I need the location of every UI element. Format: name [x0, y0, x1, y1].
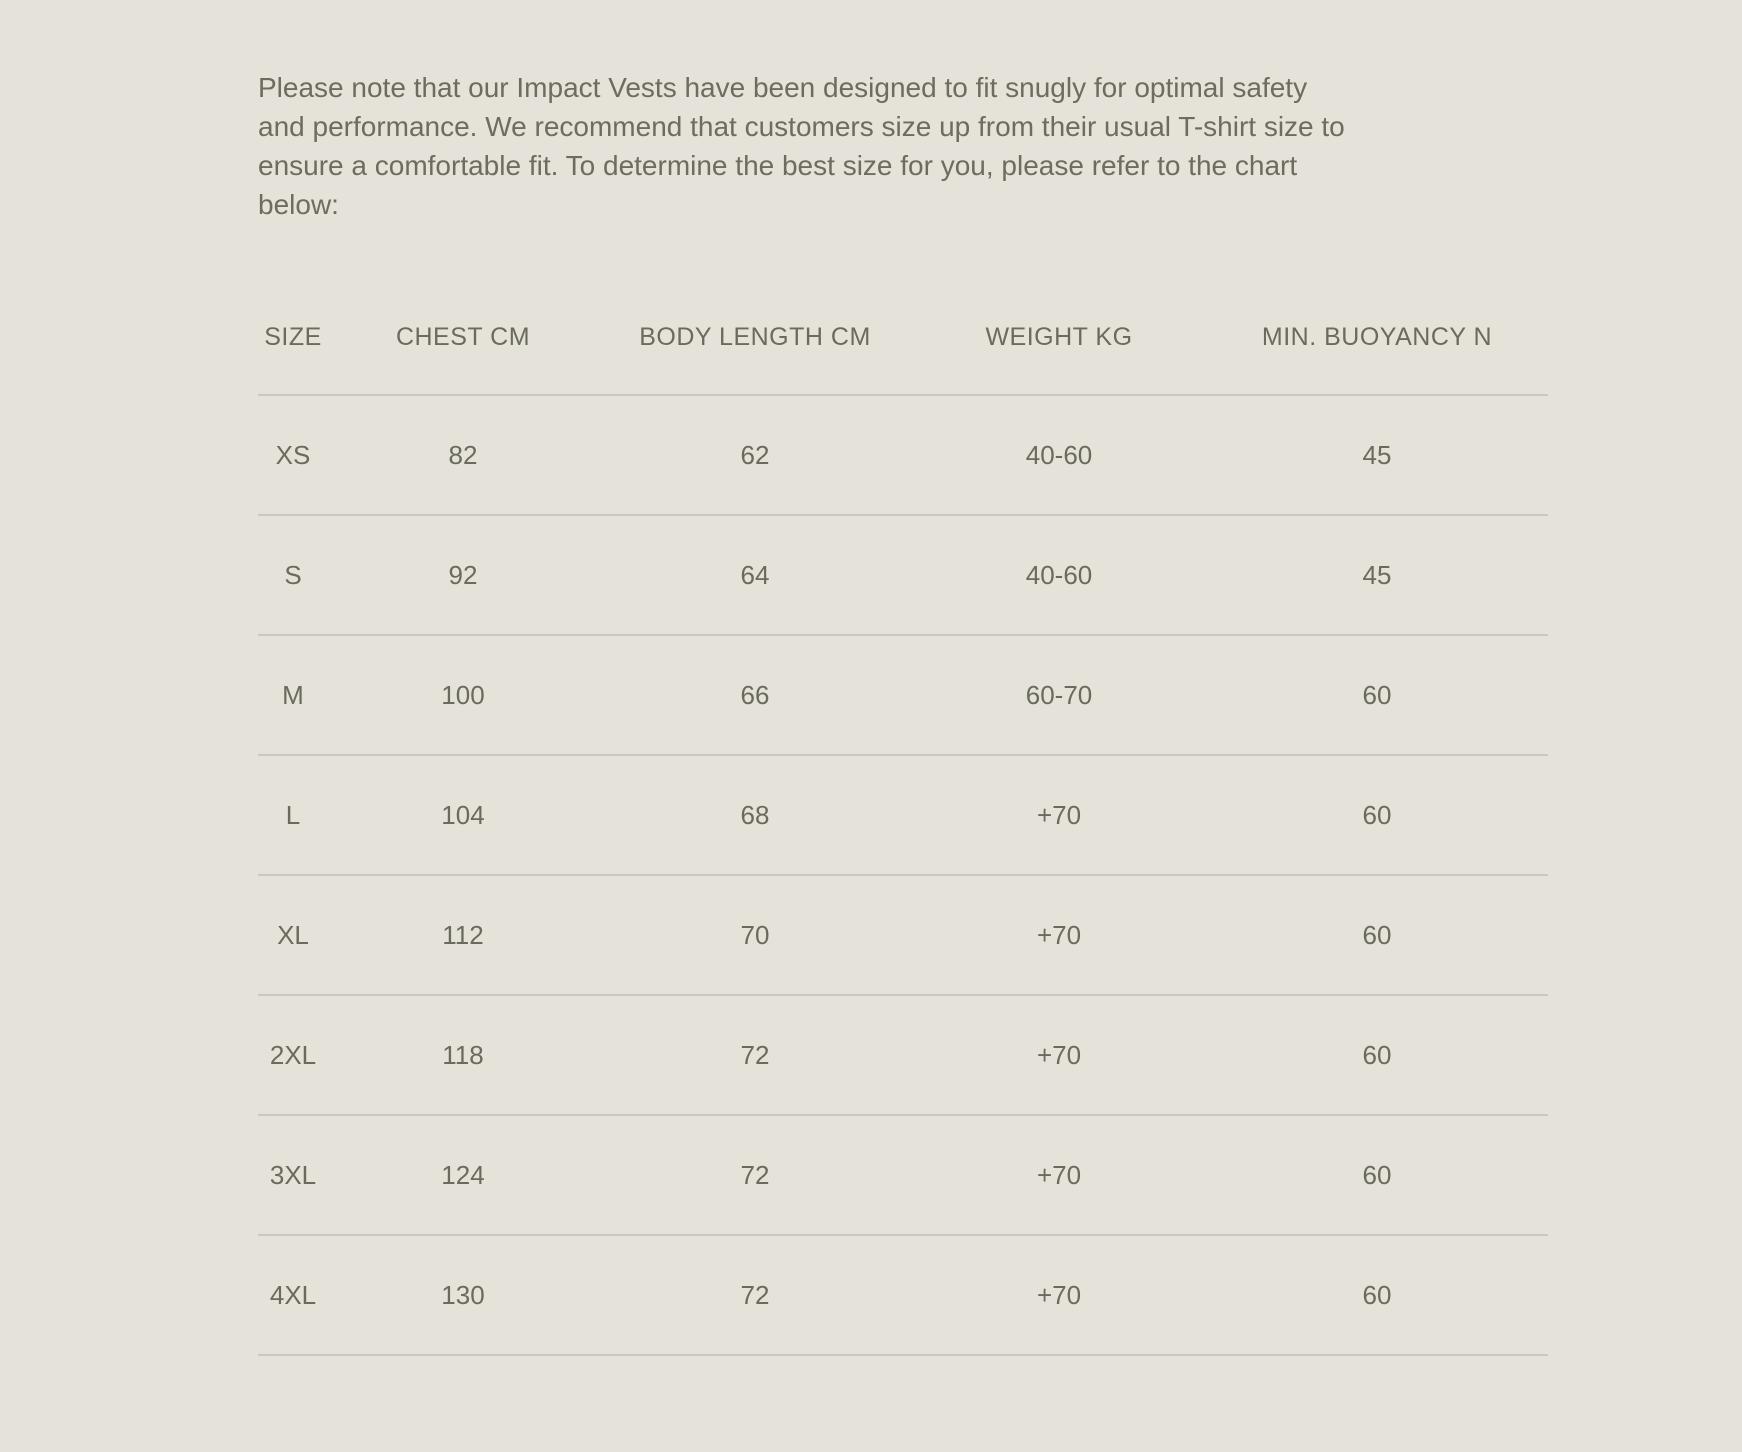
cell-min-buoyancy-n: 45 — [1362, 439, 1392, 470]
cell-chest-cm: 118 — [442, 1039, 484, 1070]
table-row-xl — [258, 876, 1548, 996]
cell-weight-kg: 40-60 — [1025, 559, 1093, 590]
cell-min-buoyancy-n: 60 — [1362, 799, 1392, 830]
table-row-xs — [258, 396, 1548, 516]
column-header-size: SIZE — [264, 322, 322, 351]
cell-chest-cm: 92 — [448, 559, 478, 590]
size-chart-header-row — [258, 280, 1548, 396]
cell-min-buoyancy-n: 45 — [1362, 559, 1392, 590]
cell-weight-kg: +70 — [1036, 1279, 1082, 1310]
cell-min-buoyancy-n: 60 — [1362, 1159, 1392, 1190]
column-header-weight-kg: WEIGHT KG — [985, 322, 1133, 351]
cell-min-buoyancy-n: 60 — [1362, 919, 1392, 950]
intro-line: and performance. We recommend that customers size up from their usual T-shirt size to — [258, 111, 1345, 142]
cell-weight-kg: 60-70 — [1025, 679, 1093, 710]
cell-body-length-cm: 72 — [740, 1039, 770, 1070]
cell-body-length-cm: 72 — [740, 1159, 770, 1190]
table-row-4xl — [258, 1236, 1548, 1356]
column-header-min-buoyancy-n: MIN. BUOYANCY N — [1261, 322, 1493, 351]
intro-paragraph — [258, 68, 1578, 224]
cell-weight-kg: +70 — [1036, 919, 1082, 950]
cell-min-buoyancy-n: 60 — [1362, 1279, 1392, 1310]
intro-line: below: — [258, 189, 339, 220]
cell-size: XS — [275, 439, 311, 470]
cell-chest-cm: 112 — [442, 919, 484, 950]
intro-line: ensure a comfortable fit. To determine the best size for you, please refer to the chart — [258, 150, 1298, 181]
table-row-3xl — [258, 1116, 1548, 1236]
intro-line: Please note that our Impact Vests have been designed to fit snugly for optimal safety — [258, 72, 1308, 103]
cell-chest-cm: 100 — [441, 679, 485, 710]
cell-min-buoyancy-n: 60 — [1362, 1039, 1392, 1070]
cell-chest-cm: 104 — [441, 799, 485, 830]
table-row-l — [258, 756, 1548, 876]
cell-weight-kg: +70 — [1036, 1039, 1082, 1070]
cell-body-length-cm: 70 — [740, 919, 770, 950]
cell-size: L — [285, 799, 301, 830]
cell-size: S — [284, 559, 302, 590]
cell-weight-kg: +70 — [1036, 1159, 1082, 1190]
column-header-chest-cm: CHEST CM — [395, 322, 531, 351]
table-row-m — [258, 636, 1548, 756]
cell-size: XL — [277, 919, 309, 950]
cell-body-length-cm: 68 — [740, 799, 770, 830]
cell-chest-cm: 124 — [441, 1159, 485, 1190]
cell-chest-cm: 130 — [441, 1279, 485, 1310]
cell-body-length-cm: 66 — [740, 679, 770, 710]
cell-weight-kg: 40-60 — [1025, 439, 1093, 470]
table-row-2xl — [258, 996, 1548, 1116]
size-chart-table — [258, 280, 1548, 1356]
cell-weight-kg: +70 — [1036, 799, 1082, 830]
cell-body-length-cm: 72 — [740, 1279, 770, 1310]
cell-chest-cm: 82 — [448, 439, 478, 470]
cell-size: 2XL — [269, 1039, 317, 1070]
cell-size: 3XL — [269, 1159, 317, 1190]
cell-body-length-cm: 62 — [740, 439, 770, 470]
column-header-body-length-cm: BODY LENGTH CM — [639, 322, 871, 351]
cell-size: M — [282, 679, 304, 710]
table-row-s — [258, 516, 1548, 636]
cell-min-buoyancy-n: 60 — [1362, 679, 1392, 710]
cell-body-length-cm: 64 — [740, 559, 770, 590]
cell-size: 4XL — [269, 1279, 317, 1310]
